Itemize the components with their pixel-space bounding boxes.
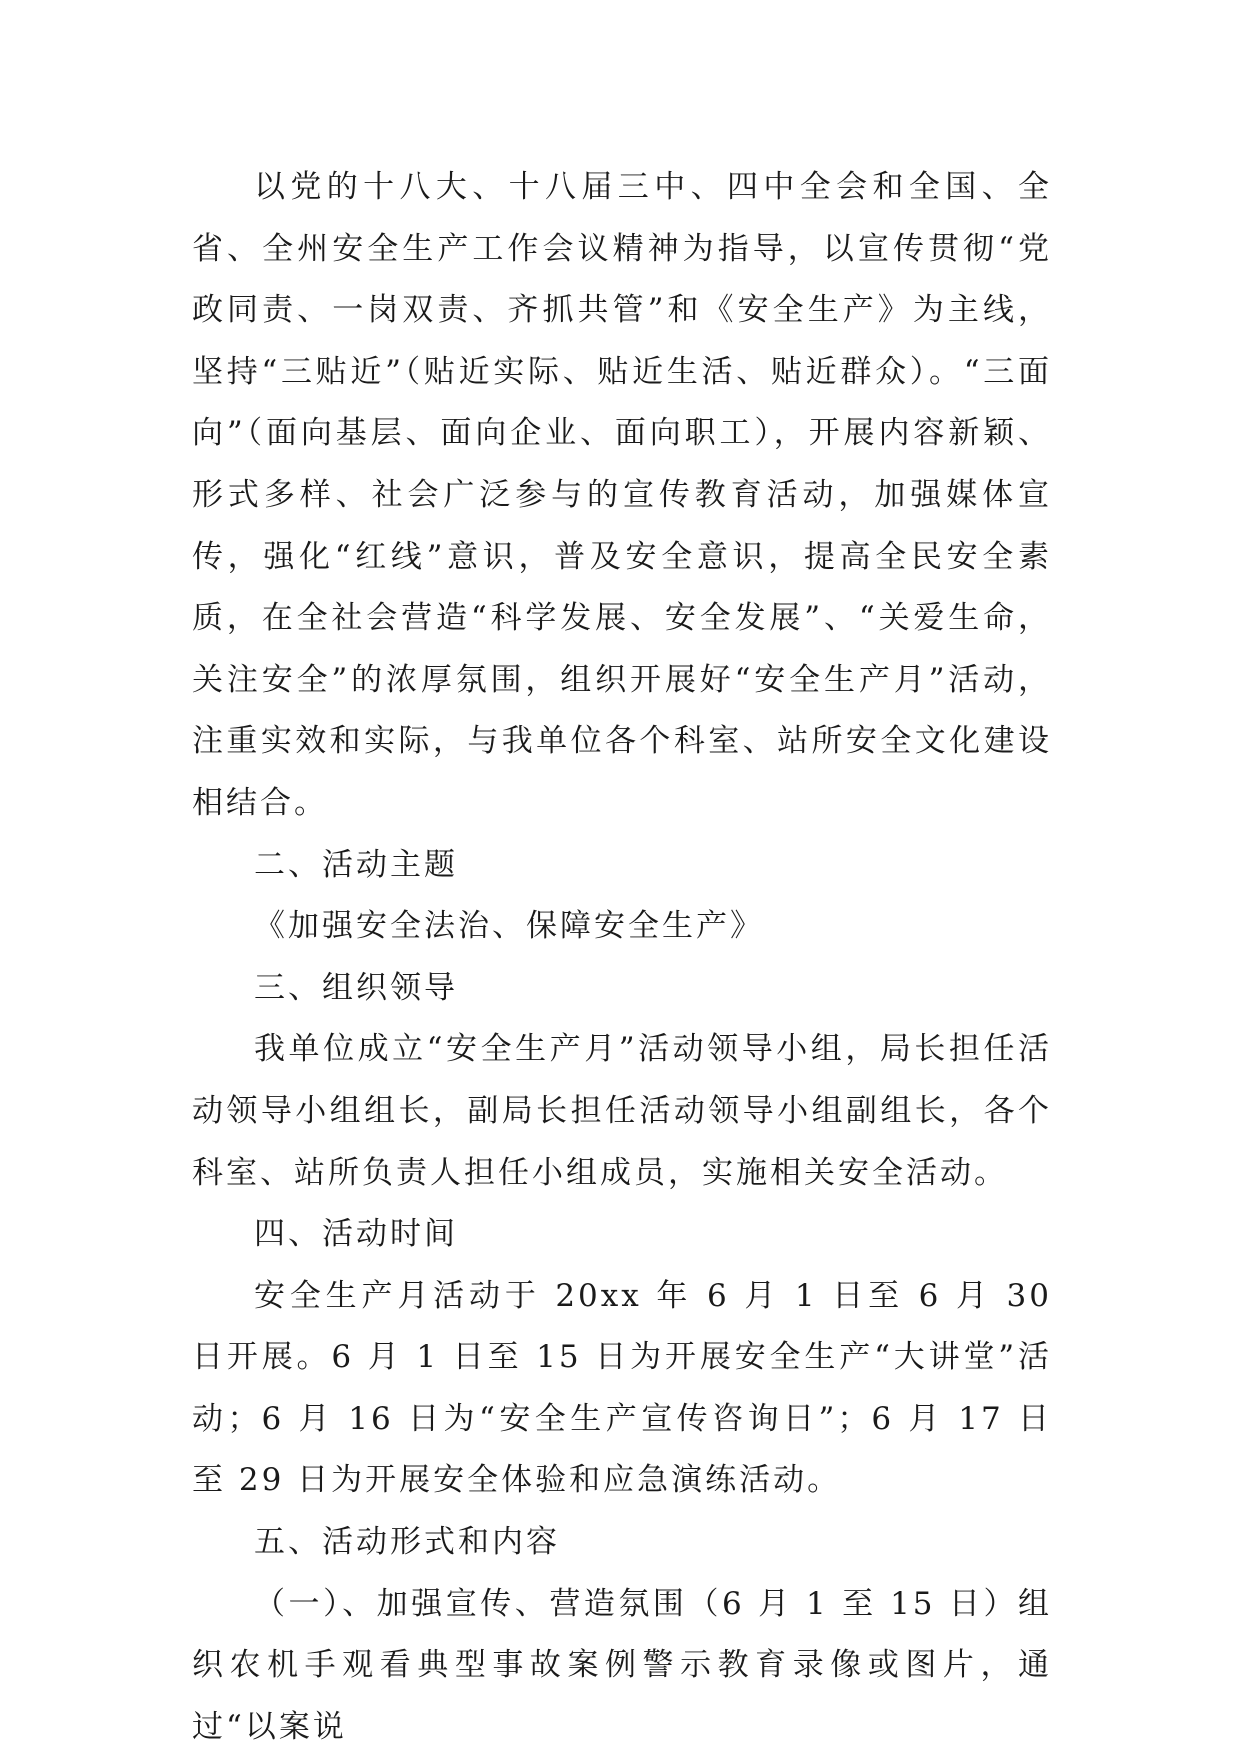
leadership-paragraph: 我单位成立“安全生产月”活动领导小组，局长担任活动领导小组组长，副局长担任活动领导小组副组长，各个科室、站所负责人担任小组成员，实施相关安全活动。	[192, 1031, 1052, 1191]
time-paragraph: 安全生产月活动于 20xx 年 6 月 1 日至 6 月 30 日开展。6 月 1 日至 15 日为开展安全生产“大讲堂”活动；6 月 16 日为“安全生产宣传咨询日”；6 月 17 日至 29 日为开展安全体验和应急演练活动。	[192, 1277, 1052, 1499]
document-page	[192, 157, 1052, 1758]
section-heading-form-content: 五、活动形式和内容	[254, 1524, 560, 1561]
section-heading-leadership: 三、组织领导	[254, 969, 458, 1006]
intro-paragraph: 以党的十八大、十八届三中、四中全会和全国、全省、全州安全生产工作会议精神为指导，以宣传贯彻“党政同责、一岗双责、齐抓共管”和《安全生产》为主线，坚持“三贴近”（贴近实际、贴近生活、贴近群众）。“三面向”（面向基层、面向企业、面向职工），开展内容新颖、形式多样、社会广泛参与的宣传教育活动，加强媒体宣传，强化“红线”意识，普及安全意识，提高全民安全素质，在全社会营造“科学发展、安全发展”、“关爱生命，关注安全”的浓厚氛围，组织开展好“安全生产月”活动，注重实效和实际，与我单位各个科室、站所安全文化建设相结合。	[192, 169, 1052, 821]
theme-title: 《加强安全法治、保障安全生产》	[254, 908, 764, 945]
section-heading-theme: 二、活动主题	[254, 846, 458, 883]
section-heading-time: 四、活动时间	[254, 1216, 458, 1253]
form-content-paragraph: （一）、加强宣传、营造氛围（6 月 1 至 15 日）组织农机手观看典型事故案例警示教育录像或图片，通过“以案说	[192, 1585, 1052, 1745]
